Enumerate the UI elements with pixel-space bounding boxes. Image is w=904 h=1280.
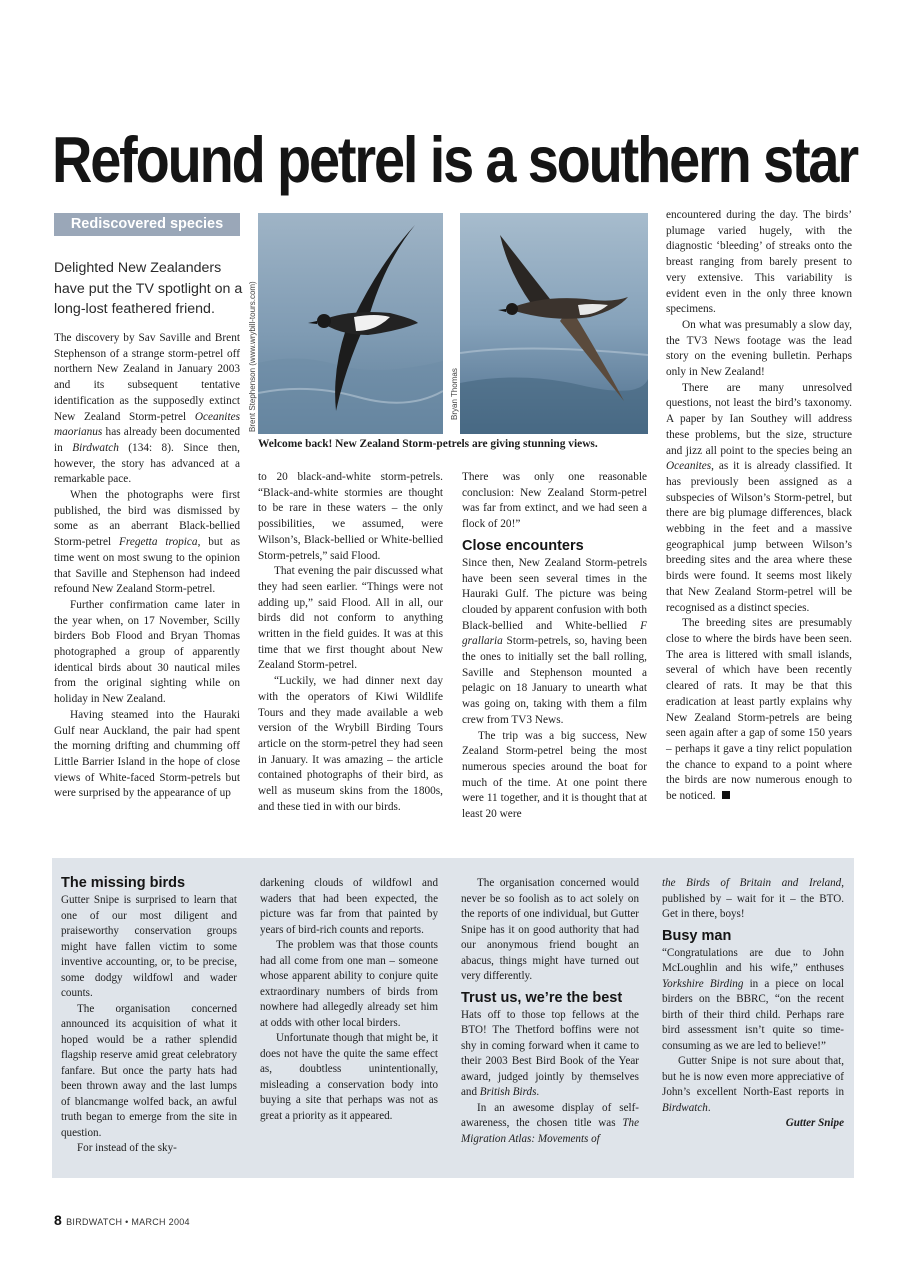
paragraph: For instead of the sky- [77, 1142, 177, 1154]
paragraph: The problem was that those counts had all come from one man – someone whose apparent ability to conjure quite extraordinary numbers of birds from nowhere had allegedly already set him at odds with other local birders. [260, 939, 438, 1029]
paragraph: Further confirmation came later in the year when, on 17 November, Scilly birders Bob Flood and Bryan Thomas photographed a group of apparently identical birds about 30 nautical miles from the original sighting while on holiday in New Zealand. [54, 598, 240, 706]
signature: Gutter Snipe [785, 1117, 844, 1129]
paragraph: Having steamed into the Hauraki Gulf near Auckland, the pair had spent the morning drifting and chumming off Little Barrier Island in the hope of close views of White-faced Storm-petrels but were surprised by the appearance of up [54, 708, 240, 800]
publication-issue: BIRDWATCH • MARCH 2004 [66, 1217, 190, 1227]
paragraph: Since then, New Zealand Storm-petrels have been seen several times in the Hauraki Gulf. The picture was being clouded by apparent confusion with both Black-bellied and White-bellied F grallaria Storm-petrels, so, having been the ones to initially set the ball rolling, Saville and Stephenson mounted a pelagic on 18 January to unearth what was going on, taking with them a film crew from TV3 News. [462, 556, 647, 726]
sidebar-column-4 [662, 876, 844, 1132]
paragraph: to 20 black-and-white storm-petrels. “Black-and-white stormies are thought to be rare in these waters – the only possibilities, we assumed, were Wilson’s, Black-bellied or White-bellied Storm-petrels,” said Flood. [258, 471, 443, 562]
page-title: Refound petrel is a southern star [52, 123, 857, 196]
page-footer [54, 1212, 190, 1228]
paragraph: “Luckily, we had dinner next day with the operators of Kiwi Wildlife Tours and they made available a web version of the Wrybill Birding Tours article on the storm-petrel they had seen in January. It was amazing – the article contained photographs of their bird, as well as museum skins from the 1800s, and these tied in with our birds. [258, 675, 443, 813]
paragraph: When the photographs were first published, the bird was dismissed by some as an aberrant Black-bellied Storm-petrel Fregetta tropica, but as time went on most swung to the opinion that Saville and Stephenson had indeed refound New Zealand Storm-petrel. [54, 489, 240, 596]
paragraph: There was only one reasonable conclusion: New Zealand Storm-petrel was far from extinct, and we had seen a flock of 20!” [462, 471, 647, 531]
photo-credit: Brent Stephenson (www.wrybill-tours.com) [248, 281, 257, 432]
gutter-snipe-sidebar [52, 858, 854, 1178]
subheading-busy-man: Busy man [662, 927, 732, 944]
paragraph: Gutter Snipe is not sure about that, but he is now even more appreciative of John’s excellent North-East reports in Birdwatch. [662, 1055, 844, 1114]
paragraph: Gutter Snipe is surprised to learn that one of our most diligent and praiseworthy conservation groups might have fallen victim to some inventive accounting, or, to be precise, some dodgy wildfowl and wader counts. [61, 894, 237, 999]
paragraph: Hats off to those top fellows at the BTO! The Thetford boffins were not shy in coming forward when it came to their 2003 Best Bird Book of the Year award, judged jointly by themselves and British Birds. [461, 1008, 639, 1098]
paragraph: There are many unresolved questions, not least the bird’s taxonomy. A paper by Ian Southey will address these problems, but the size, structure and jizz all point to the species being an Oceanites, as it is already classified. It has previously been assigned as a subspecies of Wilson’s Storm-petrel, but there are big plumage differences, black webbing in the feet and a massive geographical jump between Wilson’s breeding sites and the area where these birds were found. It seems most likely that New Zealand Storm-petrel will be recognised as a distinct species. [666, 381, 852, 614]
paragraph: In an awesome display of self-awareness, the chosen title was The Migration Atlas: Movements of [461, 1101, 639, 1145]
paragraph: The organisation concerned would never be so foolish as to act solely on the reports of one individual, but Gutter Snipe has it on good authority that had our anonymous friend bought an abacus, things might have turned out very differently. [461, 877, 639, 982]
page-number: 8 [54, 1212, 63, 1228]
article-column-2 [258, 470, 443, 815]
photo-caption: Welcome back! New Zealand Storm-petrels are giving stunning views. [258, 438, 598, 450]
end-mark-icon [722, 791, 730, 799]
sidebar-column-3 [461, 876, 639, 1147]
paragraph: That evening the pair discussed what they had seen earlier. “Things were not adding up,” said Flood. All in all, our birds did not conform to anything written in the field guides. It was at this time that we first thought about New Zealand Storm-petrel. [258, 565, 443, 672]
paragraph: encountered during the day. The birds’ plumage varied hugely, with the diagnostic ‘bleeding’ of streaks onto the breast ranging from barely present to very extensive. This variability is evident even in the only three known specimens. [666, 209, 852, 316]
subheading-trust-us: Trust us, we’re the best [461, 989, 623, 1006]
paragraph: Unfortunate though that might be, it does not have the quite the same effect as, doubtless unintentionally, misleading a conservation body into buying a site that perhaps was not as great a priority as it appeared. [260, 1032, 438, 1122]
subheading-close-encounters: Close encounters [462, 537, 584, 554]
photo-credit: Bryan Thomas [450, 368, 459, 420]
section-tag: Rediscovered species [54, 213, 240, 236]
paragraph: The discovery by Sav Saville and Brent Stephenson of a strange storm-petrel off northern New Zealand in January 2003 and its subsequent tentative identification as the supposedly extinct New Zealand Storm-petrel Oceanites maorianus has already been documented in Birdwatch (134: 8). Since then, however, the story has advanced at a remarkable pace. [54, 332, 240, 486]
article-column-1 [54, 331, 240, 802]
paragraph: The trip was a big success, New Zealand Storm-petrel being the most numerous species around the boat for much of the time. At one point there were 11 together, and it is thought that at least 20 were [462, 729, 647, 821]
sidebar-column-2 [260, 876, 438, 1124]
article-column-3 [462, 470, 647, 823]
paragraph: darkening clouds of wildfowl and waders that had been expected, the picture was far from that painted by years of bird-rich counts and reports. [260, 877, 438, 936]
paragraph: “Congratulations are due to John McLoughlin and his wife,” enthuses Yorkshire Birding in a piece on local birders on the BBRC, “on the recent birth of their third child. Perhaps rare bird assessment isn’t quite so time-consuming as we are led to believe!” [662, 946, 844, 1052]
sidebar-column-1 [61, 874, 237, 1157]
photo-storm-petrel-right [460, 213, 648, 434]
storm-petrel-flight-image [258, 213, 443, 434]
storm-petrel-glide-image [460, 213, 648, 434]
standfirst: Delighted New Zealanders have put the TV spotlight on a long-lost feathered friend. [54, 260, 243, 317]
photo-storm-petrel-left [258, 213, 443, 434]
paragraph: On what was presumably a slow day, the TV3 News footage was the lead story on the evening bulletin. Perhaps only in New Zealand! [666, 318, 852, 379]
subheading-missing-birds: The missing birds [61, 875, 186, 891]
paragraph: The organisation concerned announced its acquisition of what it hoped would be a rather splendid flagship reserve amid great celebratory fanfare. But once the party hats had been thrown away and the last lumps of blancmange wolfed back, an awful truth began to emerge from the site in question. [61, 1002, 237, 1139]
article-column-4 [666, 208, 852, 805]
paragraph: The breeding sites are presumably close to where the birds have been seen. The area is littered with small islands, several of which have been recently cleared of rats. It may be that this eradication at least partly explains why New Zealand Storm-petrels are being seen again after a gap of some 150 years – perhaps it gave a tiny relict population the chance to expand to a point where the birds are now numerous enough to be noticed. [666, 617, 852, 803]
paragraph: the Birds of Britain and Ireland, published by – wait for it – the BTO. Get in there, boys! [662, 877, 844, 920]
